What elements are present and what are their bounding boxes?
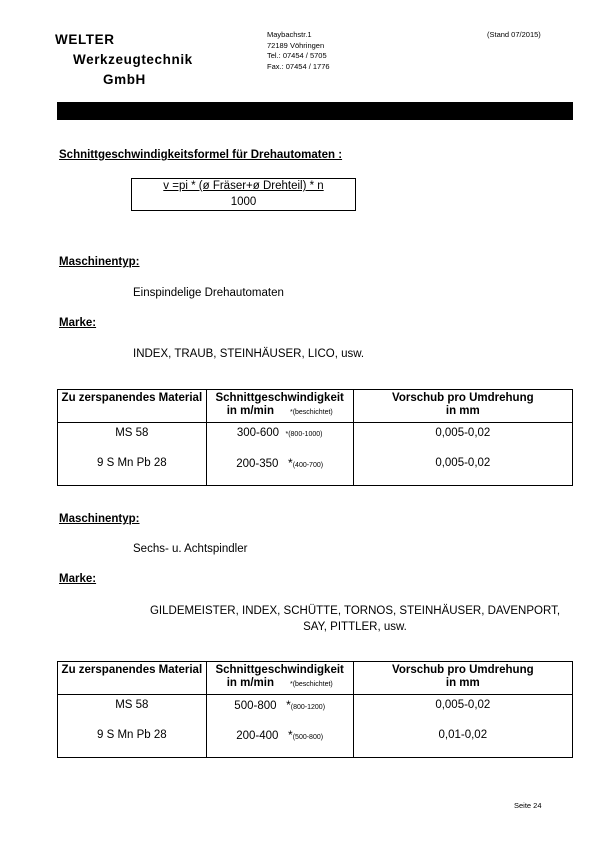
brand-heading-2: Marke: bbox=[59, 573, 97, 585]
header-speed: Schnittgeschwindigkeit in m/min *(beschichtet) bbox=[206, 390, 353, 423]
material-cell: MS 58 9 S Mn Pb 28 bbox=[58, 423, 207, 486]
machine-type-heading-1: Maschinentyp: bbox=[59, 256, 140, 268]
formula-heading: Schnittgeschwindigkeitsformel für Drehautomaten : bbox=[59, 149, 343, 161]
address-phone: Tel.: 07454 / 5705 bbox=[267, 51, 327, 60]
table-header-row bbox=[58, 662, 573, 695]
table-row bbox=[58, 695, 573, 758]
formula-box bbox=[131, 178, 356, 211]
table-row bbox=[58, 423, 573, 486]
company-line-1: WELTER bbox=[55, 32, 115, 47]
material-table-2 bbox=[57, 661, 573, 758]
brand-heading-1: Marke: bbox=[59, 317, 97, 329]
brands-2-line-2: SAY, PITTLER, usw. bbox=[303, 621, 407, 633]
formula-numerator: v =pi * (ø Fräser+ø Drehteil) * n bbox=[163, 180, 324, 192]
header-material: Zu zerspanendes Material bbox=[58, 390, 207, 423]
material-cell: MS 58 9 S Mn Pb 28 bbox=[58, 695, 207, 758]
address-fax: Fax.: 07454 / 1776 bbox=[267, 61, 330, 71]
machine-type-heading-2: Maschinentyp: bbox=[59, 513, 140, 525]
table-header-row bbox=[58, 390, 573, 423]
company-address bbox=[267, 30, 330, 72]
header-feed: Vorschub pro Umdrehung in mm bbox=[353, 662, 572, 695]
machine-type-2: Sechs- u. Achtspindler bbox=[133, 543, 248, 555]
machine-type-1: Einspindelige Drehautomaten bbox=[133, 287, 284, 299]
header-divider-bar bbox=[57, 102, 573, 120]
feed-cell: 0,005-0,02 0,005-0,02 bbox=[353, 423, 572, 486]
header-material: Zu zerspanendes Material bbox=[58, 662, 207, 695]
company-name bbox=[55, 30, 193, 90]
brands-2-line-1: GILDEMEISTER, INDEX, SCHÜTTE, TORNOS, STEINHÄUSER, DAVENPORT, bbox=[149, 605, 561, 617]
material-table-1 bbox=[57, 389, 573, 486]
formula-denominator: 1000 bbox=[230, 196, 257, 208]
speed-cell: 300-600 *(800-1000) 200-350 *(400-700) bbox=[206, 423, 353, 486]
company-line-2: Werkzeugtechnik bbox=[73, 52, 193, 67]
speed-cell: 500-800 *(800-1200) 200-400 *(500-800) bbox=[206, 695, 353, 758]
company-line-3: GmbH bbox=[103, 72, 146, 87]
header-feed: Vorschub pro Umdrehung in mm bbox=[353, 390, 572, 423]
brands-1: INDEX, TRAUB, STEINHÄUSER, LICO, usw. bbox=[133, 348, 365, 360]
brands-2 bbox=[130, 603, 580, 635]
address-street: Maybachstr.1 bbox=[267, 30, 312, 39]
document-date: (Stand 07/2015) bbox=[487, 30, 541, 39]
address-city: 72189 Vöhringen bbox=[267, 40, 325, 50]
page-number: Seite 24 bbox=[514, 801, 542, 810]
feed-cell: 0,005-0,02 0,01-0,02 bbox=[353, 695, 572, 758]
header-speed: Schnittgeschwindigkeit in m/min *(beschichtet) bbox=[206, 662, 353, 695]
